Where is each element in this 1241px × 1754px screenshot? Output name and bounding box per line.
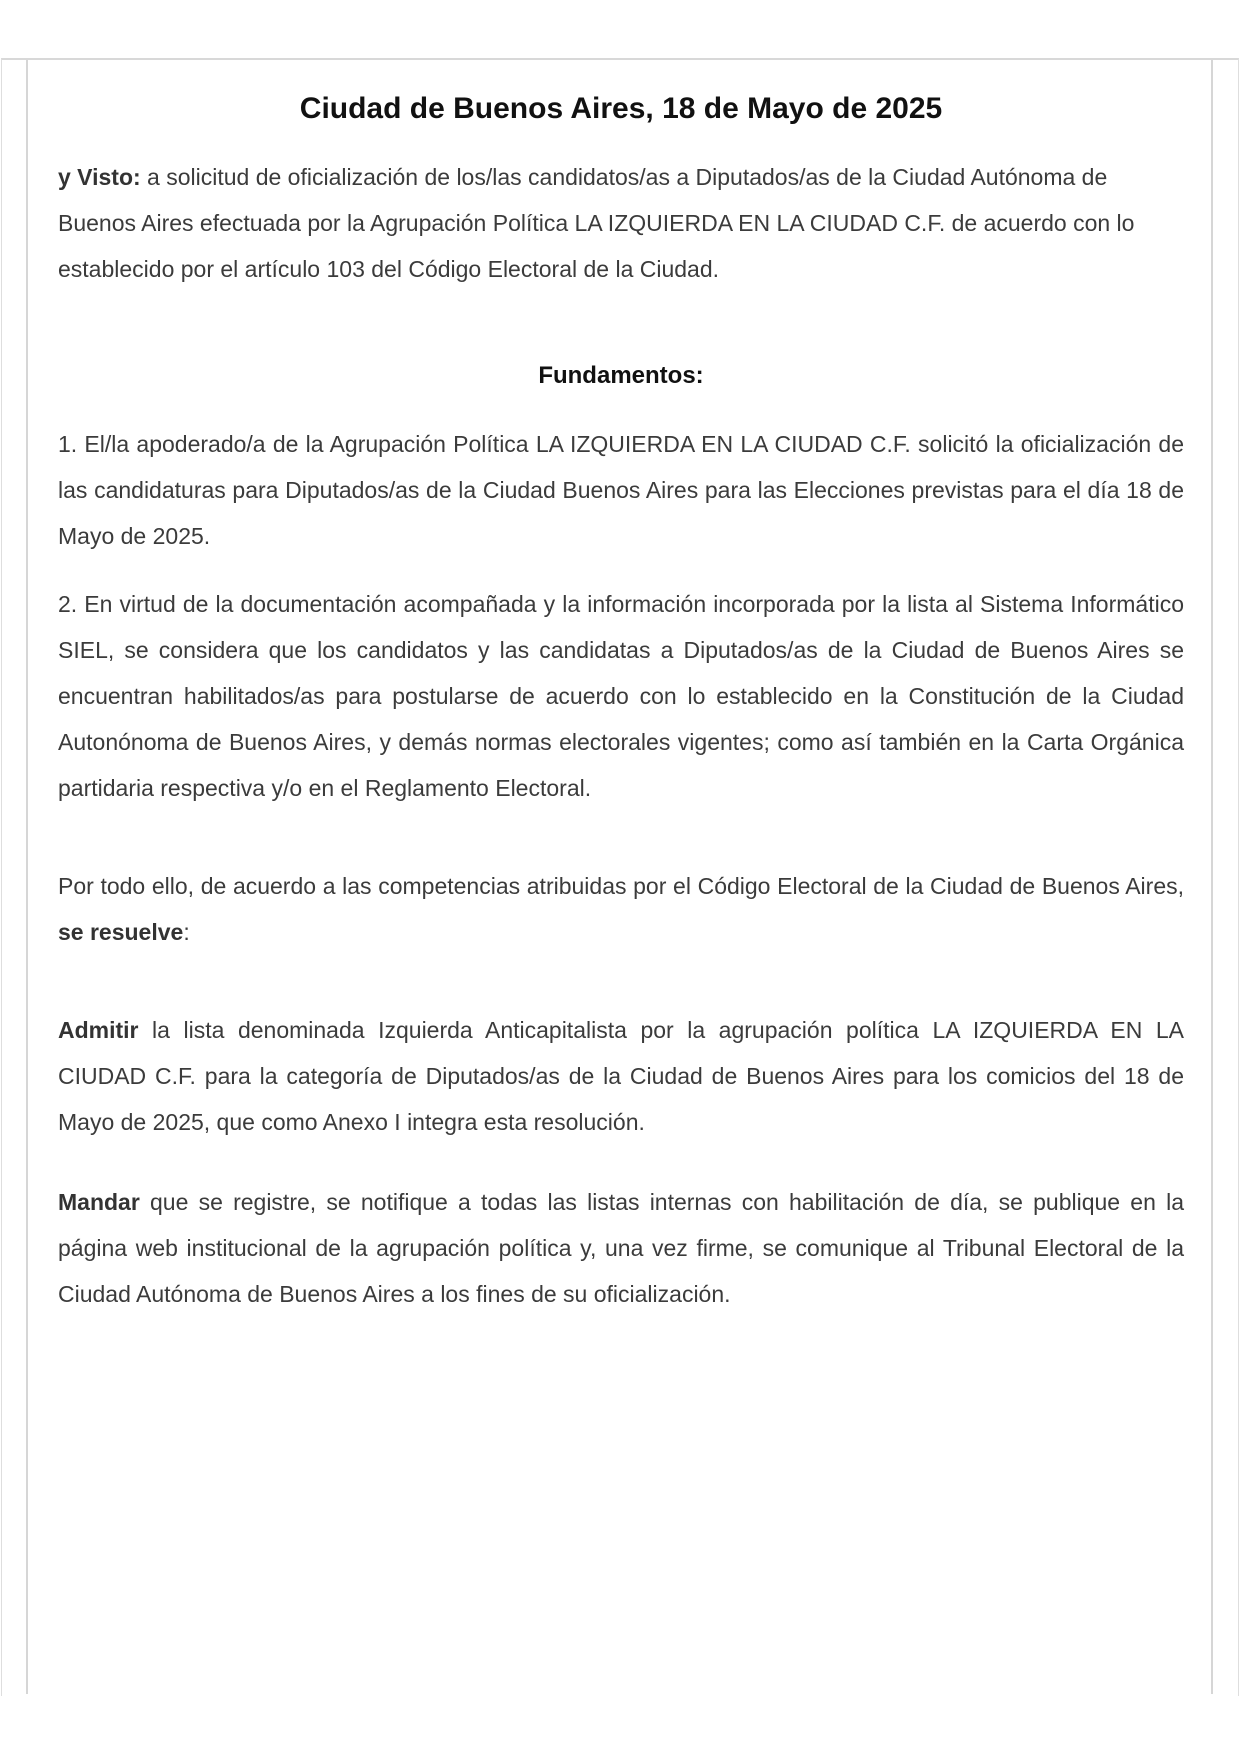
mandar-lead-label: Mandar bbox=[58, 1189, 140, 1215]
visto-body-text: a solicitud de oficialización de los/las candidatos/as a Diputados/as de la Ciudad Autónoma de Buenos Aires efectuada por la Agrupación Política LA IZQUIERDA EN LA CIUDAD C.F. de acuerdo con lo establecido por el artículo 103 del Código Electoral de la Ciudad. bbox=[58, 164, 1135, 282]
resolve-bold-label: se resuelve bbox=[58, 919, 184, 945]
mandar-body-text: que se registre, se notifique a todas las listas internas con habilitación de día, se publique en la página web institucional de la agrupación política y, una vez firme, se comunique al Tribunal Electoral de la Ciudad Autónoma de Buenos Aires a los fines de su oficialización. bbox=[58, 1189, 1184, 1307]
numbered-item-1: 1. El/la apoderado/a de la Agrupación Política LA IZQUIERDA EN LA CIUDAD C.F. solicitó la oficialización de las candidaturas para Diputados/as de la Ciudad Buenos Aires para las Elecciones previstas para el día 18 de Mayo de 2025. bbox=[58, 431, 1184, 549]
visto-lead-label: y Visto: bbox=[58, 164, 141, 190]
admitir-body-text: la lista denominada Izquierda Anticapitalista por la agrupación política LA IZQUIERDA EN LA CIUDAD C.F. para la categoría de Diputados/as de la Ciudad de Buenos Aires para los comicios del 18 de Mayo de 2025, que como Anexo I integra esta resolución. bbox=[58, 1017, 1184, 1135]
resolve-pre-text: Por todo ello, de acuerdo a las competencias atribuidas por el Código Electoral de la Ciudad de Buenos Aires, bbox=[58, 873, 1184, 899]
document-page bbox=[26, 60, 1213, 1694]
numbered-item-2: 2. En virtud de la documentación acompañada y la información incorporada por la lista al Sistema Informático SIEL, se considera que los candidatos y las candidatas a Diputados/as de la Ciudad de Buenos Aires se encuentran habilitados/as para postularse de acuerdo con lo establecido en la Constitución de la Ciudad Autonónoma de Buenos Aires, y demás normas electorales vigentes; como así también en la Carta Orgánica partidaria respectiva y/o en el Reglamento Electoral. bbox=[58, 591, 1184, 801]
paragraph-mandar bbox=[58, 1179, 1184, 1317]
resolve-post-text: : bbox=[183, 919, 190, 945]
paragraph-resolve bbox=[58, 863, 1184, 955]
document-content bbox=[28, 60, 1211, 1317]
fundamentos-heading: Fundamentos: bbox=[538, 362, 704, 389]
document-title: Ciudad de Buenos Aires, 18 de Mayo de 2025 bbox=[299, 92, 943, 125]
paragraph-visto bbox=[58, 154, 1184, 292]
admitir-lead-label: Admitir bbox=[58, 1017, 139, 1043]
paragraph-admitir bbox=[58, 1007, 1184, 1145]
